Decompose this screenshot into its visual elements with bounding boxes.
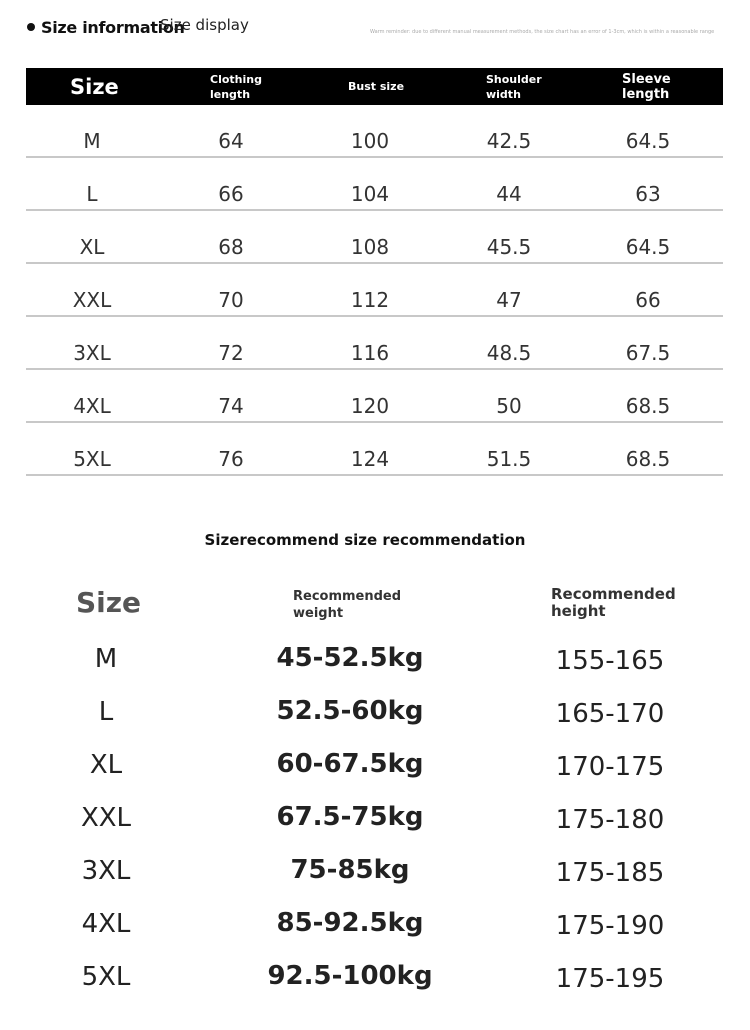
cell-shoulder-width: 50 [496, 394, 522, 418]
cell-sleeve-length: 67.5 [625, 341, 671, 365]
cell-bust-size: 100 [350, 129, 390, 153]
recommend-row [0, 686, 750, 739]
table-row [26, 317, 723, 370]
cell-shoulder-width: 47 [496, 288, 522, 312]
cell-shoulder-width: 48.5 [486, 341, 532, 365]
recommend-size: L [98, 697, 114, 727]
cell-clothing-length: 64 [218, 129, 244, 153]
recommend-weight: 60-67.5kg [276, 749, 424, 779]
cell-size: 5XL [73, 447, 111, 471]
recommend-height: 175-195 [555, 964, 665, 994]
cell-shoulder-width: 45.5 [486, 235, 532, 259]
recommend-height: 170-175 [555, 752, 665, 782]
size-table-body [26, 105, 723, 476]
recommendation-table-body [0, 633, 750, 1004]
cell-clothing-length: 74 [218, 394, 244, 418]
cell-bust-size: 124 [350, 447, 390, 471]
cell-size: 4XL [73, 394, 111, 418]
recommend-size: XXL [80, 803, 132, 833]
recommend-size: 3XL [81, 856, 131, 886]
recommend-weight: 52.5-60kg [276, 696, 424, 726]
recommend-height: 155-165 [555, 646, 665, 676]
cell-size: XXL [72, 288, 112, 312]
recommend-header-size: Size [76, 586, 142, 619]
recommend-weight: 92.5-100kg [267, 961, 433, 991]
cell-size: L [86, 182, 98, 206]
cell-bust-size: 108 [350, 235, 390, 259]
bullet-dot [27, 23, 35, 31]
header-bust-size: Bust size [348, 80, 405, 93]
recommend-height: 175-185 [555, 858, 665, 888]
recommend-row [0, 898, 750, 951]
cell-sleeve-length: 68.5 [625, 447, 671, 471]
table-row [26, 158, 723, 211]
section-subtitle: Size display [160, 16, 249, 34]
recommend-size: 5XL [81, 962, 131, 992]
header-size: Size [70, 74, 119, 99]
header-sleeve-length: Sleeve length [622, 71, 671, 102]
cell-shoulder-width: 44 [496, 182, 522, 206]
recommend-weight: 85-92.5kg [276, 908, 424, 938]
section-title: Size information [41, 18, 185, 37]
recommend-header-height: Recommended height [551, 585, 676, 620]
cell-size: 3XL [73, 341, 111, 365]
recommend-header-weight: Recommended weight [293, 589, 402, 621]
recommend-row [0, 739, 750, 792]
cell-bust-size: 112 [350, 288, 390, 312]
table-row [26, 105, 723, 158]
recommend-size: M [94, 644, 118, 674]
cell-size: M [83, 129, 101, 153]
measurement-note: Warm reminder: due to different manual measurement methods, the size chart has an error of 1-3cm, which is within a reasonable range [370, 29, 715, 35]
cell-sleeve-length: 66 [635, 288, 661, 312]
table-row [26, 264, 723, 317]
recommend-row [0, 951, 750, 1004]
recommend-size: 4XL [81, 909, 131, 939]
recommend-height: 175-180 [555, 805, 665, 835]
table-row [26, 370, 723, 423]
recommend-weight: 45-52.5kg [276, 643, 424, 673]
table-row [26, 211, 723, 264]
recommendation-title: Sizerecommend size recommendation [204, 531, 526, 549]
cell-sleeve-length: 64.5 [625, 129, 671, 153]
cell-clothing-length: 70 [218, 288, 244, 312]
cell-sleeve-length: 68.5 [625, 394, 671, 418]
cell-clothing-length: 68 [218, 235, 244, 259]
cell-sleeve-length: 63 [635, 182, 661, 206]
cell-clothing-length: 66 [218, 182, 244, 206]
cell-shoulder-width: 51.5 [486, 447, 532, 471]
cell-bust-size: 104 [350, 182, 390, 206]
cell-size: XL [79, 235, 105, 259]
recommend-weight: 67.5-75kg [276, 802, 424, 832]
recommend-height: 175-190 [555, 911, 665, 941]
cell-bust-size: 116 [350, 341, 390, 365]
header-shoulder-width: Shoulder width [486, 72, 542, 101]
recommend-row [0, 633, 750, 686]
table-row [26, 423, 723, 476]
cell-sleeve-length: 64.5 [625, 235, 671, 259]
recommend-height: 165-170 [555, 699, 665, 729]
recommend-row [0, 845, 750, 898]
recommend-size: XL [89, 750, 123, 780]
header-clothing-length: Clothing length [210, 72, 262, 101]
recommend-row [0, 792, 750, 845]
recommend-weight: 75-85kg [290, 855, 410, 885]
size-table-header [26, 68, 723, 105]
cell-clothing-length: 76 [218, 447, 244, 471]
cell-clothing-length: 72 [218, 341, 244, 365]
cell-shoulder-width: 42.5 [486, 129, 532, 153]
cell-bust-size: 120 [350, 394, 390, 418]
